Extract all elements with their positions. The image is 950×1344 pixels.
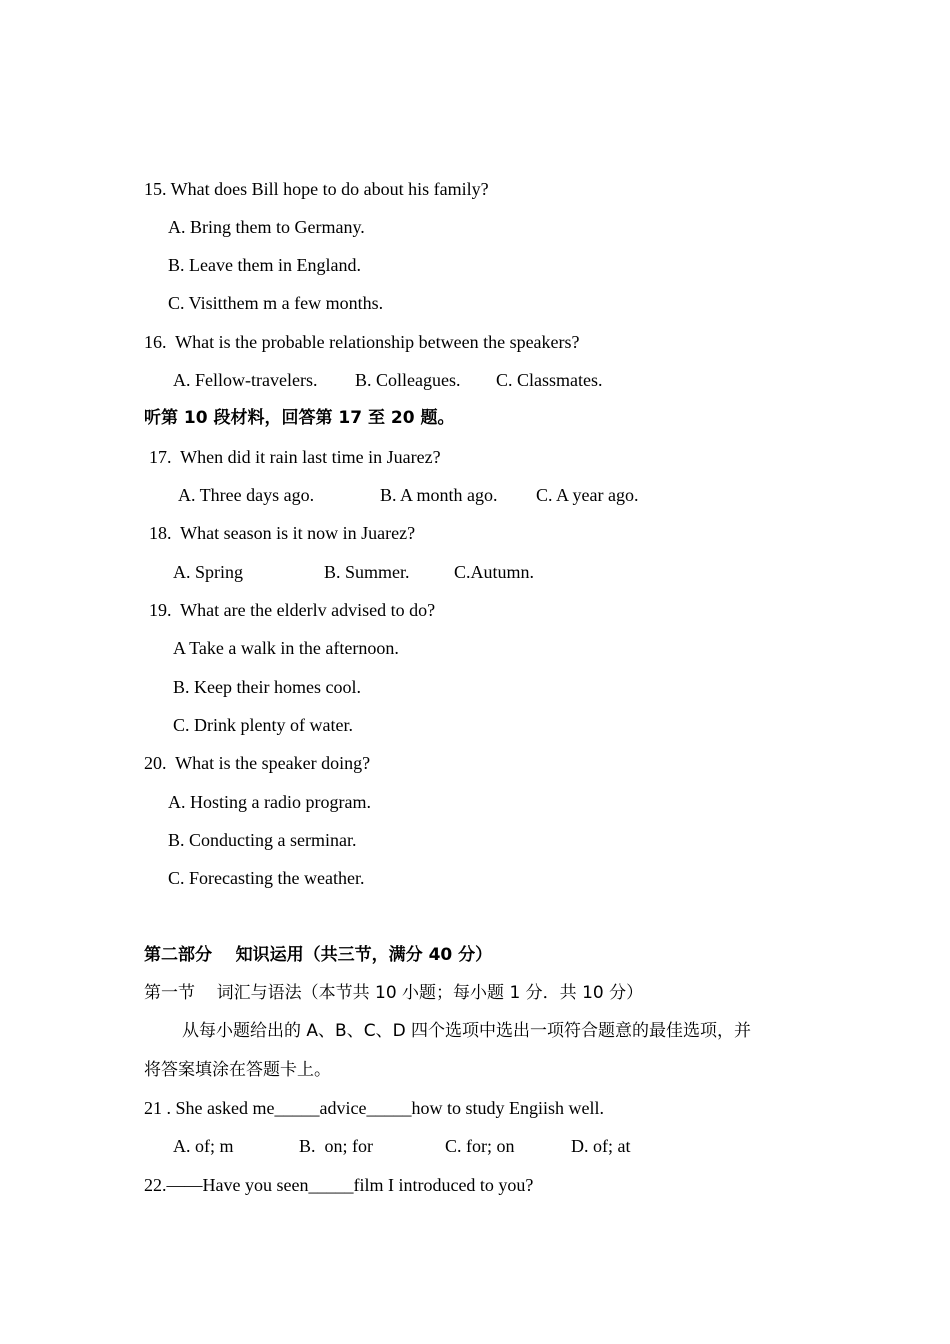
question-20: 20. What is the speaker doing? bbox=[144, 753, 371, 773]
question-21: 21 . She asked me_____advice_____how to study Engiish well. bbox=[144, 1098, 604, 1118]
question-22: 22.——Have you seen_____film I introduced to you? bbox=[144, 1175, 534, 1195]
q20-option-b: B. Conducting a serminar. bbox=[168, 830, 357, 850]
q16-option-c: C. Classmates. bbox=[496, 370, 603, 390]
question-17: 17. When did it rain last time in Juarez? bbox=[149, 447, 441, 467]
q18-option-b: B. Summer. bbox=[324, 562, 410, 582]
q21-option-d: D. of; at bbox=[571, 1136, 631, 1156]
question-18: 18. What season is it now in Juarez? bbox=[149, 523, 416, 543]
q17-option-c: C. A year ago. bbox=[536, 485, 639, 505]
q16-option-b: B. Colleagues. bbox=[355, 370, 461, 390]
question-15: 15. What does Bill hope to do about his family? bbox=[144, 179, 489, 199]
q21-option-b: B. on; for bbox=[299, 1136, 373, 1156]
instruction-line-2: 将答案填涂在答题卡上。 bbox=[144, 1060, 331, 1080]
q19-option-c: C. Drink plenty of water. bbox=[173, 715, 353, 735]
q20-option-c: C. Forecasting the weather. bbox=[168, 868, 365, 888]
q21-option-a: A. of; m bbox=[173, 1136, 234, 1156]
q18-option-c: C.Autumn. bbox=[454, 562, 535, 582]
q17-option-a: A. Three days ago. bbox=[178, 485, 315, 505]
q19-option-b: B. Keep their homes cool. bbox=[173, 677, 361, 697]
part-2-heading: 第二部分 知识运用（共三节，满分 40 分） bbox=[144, 945, 493, 965]
q18-option-a: A. Spring bbox=[173, 562, 244, 582]
question-19: 19. What are the elderlv advised to do? bbox=[149, 600, 436, 620]
q15-option-a: A. Bring them to Germany. bbox=[168, 217, 365, 237]
q19-option-a: A Take a walk in the afternoon. bbox=[173, 638, 399, 658]
instruction-line-1: 从每小题给出的 A、B、C、D 四个选项中选出一项符合题意的最佳选项，并 bbox=[182, 1021, 752, 1041]
section-1-heading: 第一节 词汇与语法（本节共 10 小题；每小题 1 分．共 10 分） bbox=[144, 983, 644, 1003]
q16-option-a: A. Fellow-travelers. bbox=[173, 370, 318, 390]
q17-option-b: B. A month ago. bbox=[380, 485, 498, 505]
q21-option-c: C. for; on bbox=[445, 1136, 515, 1156]
q15-option-c: C. Visitthem m a few months. bbox=[168, 293, 384, 313]
q20-option-a: A. Hosting a radio program. bbox=[168, 792, 371, 812]
q15-option-b: B. Leave them in England. bbox=[168, 255, 361, 275]
section-10-heading: 听第 10 段材料，回答第 17 至 20 题。 bbox=[144, 408, 455, 428]
question-16: 16. What is the probable relationship between the speakers? bbox=[144, 332, 580, 352]
